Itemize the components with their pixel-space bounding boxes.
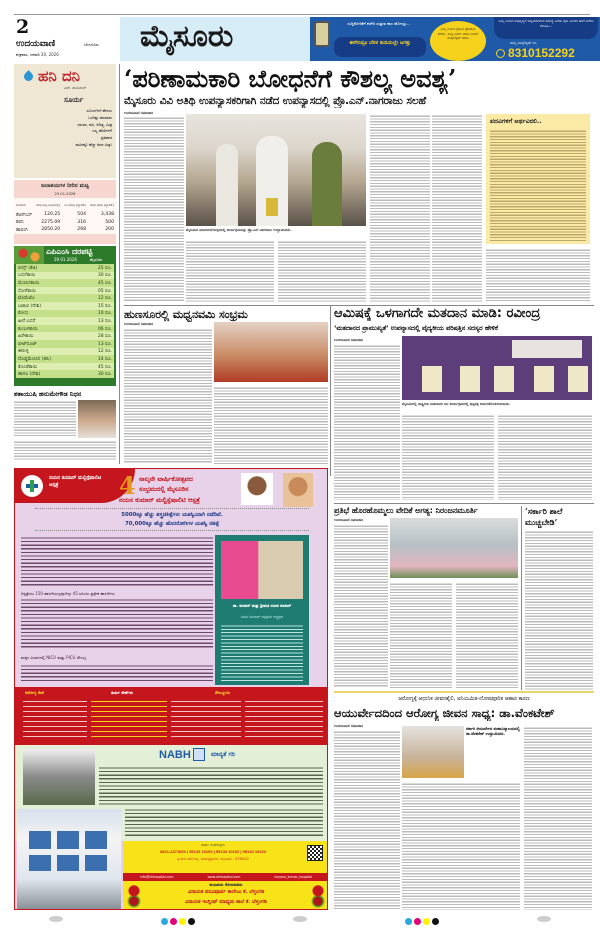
commodity-name: ಬಟಾಣಿ (ದೇಶಿ) — [18, 303, 42, 309]
apmc-row — [16, 332, 114, 340]
story2-photo — [214, 322, 328, 382]
lead-body-col2 — [186, 240, 274, 302]
doctor-text — [221, 623, 303, 681]
story6-headline: ಆಯುರ್ವೇದದಿಂದ ಆರೋಗ್ಯ ಜೀವನ ಸಾಧ್ಯ: ಡಾ.ವೆಂಕಟೇಶ್ — [334, 706, 555, 720]
story2-body-col2 — [214, 386, 328, 464]
greeting-line2: ವಿನಾಯಕ ಇಂಗ್ಲೀಷ್ ಮಾಧ್ಯಮ ಶಾಲೆ ಕೆ. ಬೆಳ್ತಂಗಡಿ — [185, 899, 267, 905]
commodity-name: ತೊಂಡೆಕಾಯಿ — [18, 364, 38, 370]
vegetables-image — [14, 246, 44, 264]
greeting-title: ಶುಭಾಶಯ ಕೋರುವವರು — [209, 882, 243, 887]
lamp — [266, 198, 278, 216]
reservoir-inflow: 316 — [77, 219, 87, 225]
apmc-date: 29.01.2026 — [54, 257, 77, 262]
apmc-row — [16, 287, 114, 295]
registration-oval — [537, 916, 551, 922]
apmc-row — [16, 264, 114, 272]
story4-body-col1 — [334, 524, 388, 688]
services-col3 — [171, 697, 241, 741]
page-number: 2 — [16, 16, 30, 38]
ad-divider — [35, 508, 309, 509]
apmc-title: ಎಪಿಎಂಸಿ ದರಪಟ್ಟಿ — [46, 247, 93, 256]
lead-photo-caption: ಮೈಸೂರಿನ ಮಾನಸಗಂಗೋತ್ರಿಯಲ್ಲಿ ಕಾರ್ಯಕ್ರಮವನ್ನು ಪ್ರೊ.ಎನ್.ನಾಗರಾಜು ಉದ್ಘಾಟಿಸಿದರು. — [186, 228, 292, 232]
column-divider — [521, 506, 522, 690]
poster — [460, 366, 480, 392]
flower-icon — [311, 883, 325, 909]
apmc-place: ಮೈಸೂರು — [90, 257, 103, 262]
lead-body-col4 — [370, 114, 430, 302]
cmyk-dots — [160, 910, 196, 929]
issue-date: ಶುಕ್ರವಾರ, ಜನವರಿ 30, 2026 — [16, 52, 59, 57]
ad-cta: ಈಗೇನಿದ್ರೂ ಬೆರಳ ತುದಿಯಲ್ಲೇ ಜಗತ್ತು — [334, 37, 426, 57]
person — [216, 144, 238, 226]
commodity-price: 14 ರೂ. — [97, 356, 112, 362]
story6-body-col1 — [334, 730, 400, 910]
ad-body-1 — [21, 535, 213, 587]
story4-headline: ಪ್ರತಿಭೆ ಹೊರಹೊಮ್ಮಲು ವೇದಿಕೆ ಅಗತ್ಯ: ನಿರಂಜನಮೂರ್ತಿ — [334, 506, 478, 515]
services-col1 — [23, 697, 87, 741]
whatsapp-news-ad[interactable] — [310, 17, 600, 61]
section-title: ಮೈಸೂರು — [140, 19, 234, 54]
poem-line: ಛಾಯಾ, ಪವಿ, ಅದಿತ್ಯ, ಮಿತ್ರ — [77, 121, 112, 127]
apmc-row — [16, 279, 114, 287]
lead-body-col5 — [432, 114, 482, 302]
story3-headline: ಆಮಿಷಕ್ಕೆ ಒಳಗಾಗದೇ ಮತದಾನ ಮಾಡಿ: ರವೀಂದ್ರ — [334, 306, 541, 321]
commodity-name: ಟೊಮೆಟೊ — [18, 296, 35, 302]
poem-line: ಪ್ರತಿವಾದ — [101, 135, 112, 141]
poem-title: ಸೂರ್ಯ — [64, 96, 84, 104]
doctor-panel — [215, 535, 309, 685]
ad-body-highlight: ಆಸ್ಪತ್ರೆಯು 150 ಹಾಸಿಗೆಯುಳ್ಳದ್ದಾಗಿದ್ದು 45 ಐಸಿಯು ಪ್ರತ್ಯೇಕ ಹಾಸಿಗೆಗಳು — [21, 591, 115, 596]
services-col2 — [91, 697, 167, 741]
commodity-price: 15 ರೂ. — [97, 303, 112, 309]
reservoir-level: 120.25 — [44, 212, 61, 218]
paper-name: ಉದಯವಾಣಿ — [16, 39, 56, 49]
column-divider — [119, 64, 120, 464]
poster — [422, 366, 442, 392]
apmc-row — [16, 317, 114, 325]
greetings-section — [123, 881, 328, 910]
divider-yellow — [334, 691, 594, 693]
commodity-price: 45 ರೂ. — [97, 364, 112, 370]
story2-body-col1 — [124, 328, 212, 464]
apmc-row — [16, 325, 114, 333]
column-divider — [330, 306, 331, 476]
story2-byline: ಉದಯವಾಣಿ ಸಮಾಚಾರ — [124, 322, 154, 326]
story4-body-col3 — [456, 582, 518, 688]
greeting-line1: ವಿನಾಯಕ ಪದವಿಪೂರ್ವ ಕಾಲೇಜು ಕೆ. ಬೆಳ್ತಂಗಡಿ — [187, 889, 265, 895]
poem-line: ಒಂದಿಷ್ಟು ಹಲವಾರು — [87, 114, 112, 120]
commodity-price: 30 ರೂ. — [97, 372, 112, 378]
commodity-price: 12 ರೂ. — [97, 296, 112, 302]
poem-line: ಎಲ್ಲ ಹೆಸರಿಗಳಿಗೆ — [92, 128, 112, 134]
website-link[interactable]: www.nkhospital.com — [207, 875, 241, 879]
nabh-body-2 — [125, 807, 323, 837]
reservoir-row — [14, 226, 116, 234]
commodity-name: ದೊಡ್ಡಮೆಣಸಿನ (ಹಸಿ) — [18, 356, 51, 362]
poem-line: ಸೂರ್ಯನಿಗೆ ಹೇರಲು — [86, 108, 112, 113]
services-col3-title: ಸೌಲಭ್ಯಗಳು — [215, 690, 231, 695]
commodity-price: 10 ರೂ. — [97, 311, 112, 317]
masthead — [14, 14, 594, 60]
apmc-row — [16, 363, 114, 371]
commodity-price: 25 ರೂ. — [97, 265, 112, 271]
services-col4 — [245, 697, 323, 741]
obituary-text-cont — [14, 440, 116, 460]
lead-body-col1 — [124, 116, 184, 302]
whatsapp-label: ಹಮ್ಮ ವಾಟ್ಸ್ಆ್ಯಪ್ ನಂ. — [510, 41, 538, 45]
lead-byline: ಉದಯವಾಣಿ ಸಮಾಚಾರ — [124, 111, 154, 115]
reservoir-row — [14, 211, 116, 219]
anniversary-number: 4 — [119, 471, 136, 500]
obituary-text — [14, 400, 76, 436]
commodity-price: 13 ರೂ. — [97, 341, 112, 347]
sidebar-after-text — [486, 248, 590, 302]
phone-hand-icon — [314, 21, 330, 47]
commodity-price: 45 ರೂ. — [97, 280, 112, 286]
contact-phones[interactable]: 0821-2371000 | 95133 19100 | 95133 10102 | 95133 19103 — [160, 849, 266, 854]
reservoir-table — [14, 180, 116, 244]
lead-body-col3 — [278, 240, 366, 302]
doctor-role: ನಯನ ಕುಮಾರ್ ಆಸ್ಪತ್ರೆಯ ಅಧ್ಯಕ್ಷರು — [240, 615, 284, 619]
poem-body — [32, 108, 112, 149]
story6-body-col3 — [524, 726, 592, 910]
reservoir-title: ಜಲಾಶಯಗಳ ನೀರಿನ ಮಟ್ಟ — [41, 183, 89, 189]
reservoir-outflow: 500 — [105, 219, 114, 225]
nabh-text: ಮಾನ್ಯತೆ ಗರಿ — [211, 751, 235, 758]
banner — [512, 340, 582, 358]
lead-photo — [186, 114, 366, 226]
drop-icon — [22, 70, 35, 83]
apmc-price-list — [14, 246, 116, 386]
hospital-building-photo — [17, 809, 121, 909]
apmc-row — [16, 370, 114, 378]
reservoir-outflow: 3,438 — [100, 212, 114, 218]
story3-photo — [402, 336, 592, 400]
column-logo: ಹನಿ ದನಿ — [38, 67, 80, 85]
reservoir-name: ಕಬಿನಿ — [16, 220, 24, 226]
story6-body-col2 — [402, 782, 520, 910]
ad-right-text: ನಿಮ್ಮ ಊರಿನ ಅಭಿವೃದ್ಧಿಗೆ ಅಡ್ಡಿಯಾಗಿರುವ ಸಮಸ್ಯೆ ಎರಡು ಪುಟ ಮೀರದ ಹಾಗೆ ಬರೆದು ಕಳುಹಿಸಿ... — [494, 17, 598, 39]
contact-title: ತುರ್ತು ಸಂಪರ್ಕಕ್ಕಾಗಿ — [201, 843, 225, 847]
obituary-photo — [78, 400, 116, 438]
story2-headline: ಹುಣಸೂರಲ್ಲಿ ಮಧ್ವನವಮಿ ಸಂಭ್ರಮ — [124, 308, 248, 321]
anniversary-line2: ಸಂಭ್ರಮದಲ್ಲಿ ಮೈಸೂರಿನ — [139, 485, 189, 493]
cmyk-dots — [404, 910, 440, 929]
commodity-name: ಸೋರೆಕಾಯಿ — [18, 288, 37, 294]
contact-address: ಕೃ.ರಾಜ ನಗರ ರಸ್ತೆ, ರಾಮಕೃಷ್ಣನಗರ, ಮೈಸೂರು - 570022 — [177, 857, 249, 861]
reservoir-outflow: 200 — [105, 227, 114, 233]
apmc-row — [16, 302, 114, 310]
ad-divider — [35, 530, 309, 531]
commodity-name: ಬೀಟ್‌ರೂಟ್ — [18, 341, 37, 347]
commodity-name: ಕುಂಬಳಕಾಯಿ — [18, 326, 38, 332]
reservoir-inflow: 504 — [77, 212, 87, 218]
ad-bubble: ನಿಮ್ಮ ಊರಿನ ಕ್ರಮದ ಫೋಟೋ ತೆಗೆದು, ಸುದ್ದಿ ಬರ್ದ್ ಮಾಡಿ ನಮಗೆ ವಾಟ್ಸ್ಆ್ಯಪ್ ಮಾಡಿ — [430, 21, 486, 61]
commodity-name: ಹಿರೇಕಾಯಿ — [18, 334, 34, 340]
hospital-logo-name: ನಯನ ಕುಮಾರ್ ಮಲ್ಟಿಸ್ಪೆಷಾಲಿಟಿ ಆಸ್ಪತ್ರೆ — [49, 475, 102, 488]
obituary-title: ಶತಾಯುಷಿ ಹನುಮೇಗೌಡ ನಿಧನ — [14, 390, 82, 398]
person — [312, 142, 342, 226]
commodity-price: 05 ರೂ. — [97, 288, 112, 294]
commodity-name: ಹಾಗಲ (ದೇಶಿ) — [18, 372, 41, 378]
commodity-name: ಬೀನ್ಸ್ (ಕೆಜಿ) — [18, 265, 38, 271]
story3-photo-caption: ಮೈಸೂರಿನಲ್ಲಿ ರಾಷ್ಟ್ರೀಯ ಮತದಾರರ ದಿನ ಕಾರ್ಯಕ್ರಮದಲ್ಲಿ ಭಿತ್ತಿಪತ್ರ ಬಿಡುಗಡೆಗೊಳಿಸಲಾಯಿತು. — [402, 402, 511, 406]
nabh-badge-icon — [193, 748, 205, 761]
ad-body-3 — [21, 663, 213, 681]
sidebar-title: ಪದವಿಗಳಿಗೆ ಅರ್ಥವಿರಲಿ.. — [490, 118, 542, 125]
column-author: ಎಚ್. ಡುಂಡಿರಾಜ್ — [64, 86, 87, 90]
divider — [334, 503, 594, 504]
commodity-price: 13 ರೂ. — [97, 318, 112, 324]
reservoir-header: ಒಳ ಹರಿವು (ಕ್ಯೂಸೆಕ್) — [64, 202, 86, 207]
commodity-price: 28 ರೂ. — [97, 334, 112, 340]
story6-kicker: ಆರೋಗ್ಯಕ್ಕೆ ಆಧುನಿಕ ಜೀವನಶೈಲಿ, ಅನಿಯಮಿತ-ದೋಷಪೂರಿತ ಆಹಾರ ಕಾರಣ — [398, 696, 530, 702]
qr-code-icon[interactable] — [307, 845, 323, 861]
edition-label: ಬೆಂಗಳೂರು — [84, 42, 99, 47]
reservoir-level: 2850.20 — [41, 227, 61, 233]
commodity-price: 06 ರೂ. — [97, 326, 112, 332]
sidebar-box — [486, 114, 590, 244]
social-link[interactable]: nayana_kumar_hospital — [274, 875, 313, 879]
reservoir-name: ಹಾರಂಗಿ — [16, 227, 28, 233]
story6-byline: ಉದಯವಾಣಿ ಸಮಾಚಾರ — [334, 724, 364, 728]
ad-line1: ಸುದ್ದಿಕೋರಿಕೆಗೆ ಕಚೇರಿ ಸುತ್ತುವ ಕಾಲ ಹೋಯ್ತು... — [347, 21, 411, 26]
commodity-name: ಈರುಳ್ಳಿ — [18, 349, 29, 355]
email-link[interactable]: info@nkhospital.com — [139, 875, 174, 879]
commodity-name: ಮೆಣಸಿನಕಾಯಿ — [18, 280, 40, 286]
poster — [568, 366, 588, 392]
story4-body-col2 — [390, 582, 452, 688]
lead-headline: ‘ಪರಿಣಾಮಕಾರಿ ಬೋಧನೆಗೆ ಕೌಶಲ್ಯ ಅವಶ್ಯ’ — [124, 64, 457, 93]
reservoir-header-row — [14, 198, 116, 211]
poster — [534, 366, 554, 392]
apmc-row — [16, 272, 114, 280]
story5-body — [525, 530, 593, 690]
apmc-row — [16, 294, 114, 302]
registration-oval — [49, 916, 63, 922]
story3-body-col2 — [402, 414, 494, 500]
hospital-cross-icon — [21, 475, 43, 497]
story3-body-col1 — [334, 344, 400, 500]
column-box — [14, 64, 116, 178]
reservoir-header: ಗರಿಷ್ಠ ಮಟ್ಟ (ಅಡಿಗಳಲ್ಲಿ) — [36, 202, 61, 207]
story3-byline: ಉದಯವಾಣಿ ಸಮಾಚಾರ — [334, 338, 364, 342]
apmc-row — [16, 340, 114, 348]
swamiji-photo — [283, 473, 313, 507]
sidebar-body — [490, 129, 586, 241]
story6-photo-caption: ಸರ್ಕಾರಿ ಆಯುರ್ವೇದ ಮಹಾವಿದ್ಯಾಲಯದಲ್ಲಿ ಡಾ.ವೆಂಕಟೇಶ್ ಉದ್ಘಾಟಿಸಿದರು. — [466, 726, 520, 737]
founder-photo — [241, 473, 273, 505]
lead-subheadline: ಮೈಸೂರು ವಿವಿ ಅತಿಥಿ ಉಪನ್ಯಾಸಕರಿಗಾಗಿ ನಡೆದ ಉಪನ್ಯಾಸದಲ್ಲಿ ಪ್ರೊ.ಎನ್.ನಾಗರಾಜು ಸಲಹೆ — [124, 95, 427, 107]
nicu-line: ಮಕ್ಕಳ ವಿಭಾಗದಲ್ಲಿ NICU ಮತ್ತು PICU ಸೌಲಭ್ಯ — [21, 655, 87, 660]
reservoir-row — [14, 219, 116, 227]
stat-outpatients: 70,000ಕ್ಕೂ ಹೆಚ್ಚು ಹೊರರೋಗಿಗಳ ಯಶಸ್ವಿ ಚಿಕಿತ್ಸೆ — [125, 521, 219, 527]
story4-photo — [390, 518, 518, 578]
registration-oval — [293, 916, 307, 922]
contact-links — [123, 873, 328, 881]
commodity-name: ಹೀರೆ ಬದನೆ — [18, 318, 36, 324]
reservoir-date: 29-01-2026 — [54, 192, 76, 196]
section-banner — [120, 17, 310, 61]
poster — [494, 366, 514, 392]
services-col2-title: ತುರ್ತು ಸೇವೆಗಳು — [111, 690, 134, 695]
print-registration-marks — [0, 912, 600, 926]
story6-photo — [402, 726, 464, 778]
reservoir-level: 2275.09 — [41, 219, 61, 225]
commodity-name: ಬದನೆಕಾಯಿ — [18, 273, 36, 279]
whatsapp-icon — [496, 49, 505, 58]
story3-body-col3 — [498, 414, 592, 500]
commodity-price: 12 ರೂ. — [97, 349, 112, 355]
anniversary-line1: ನಾಲ್ಕನೇ ವಾರ್ಷಿಕೋತ್ಸವದ — [139, 475, 193, 483]
apmc-table — [16, 264, 114, 378]
story4-byline: ಉದಯವಾಣಿ ಸಮಾಚಾರ — [334, 518, 364, 522]
story3-subheadline: ‘ಮತದಾನದ ಪ್ರಾಮುಖ್ಯತೆ’ ಉಪನ್ಯಾಸದಲ್ಲಿ ವೈದ್ಯಕೀಯ ಪರಿಷತ್ತಿನ ಸದಸ್ಯರ ಹೇಳಿಕೆ — [334, 324, 499, 332]
ad-body-2 — [21, 597, 213, 649]
apmc-row — [16, 355, 114, 363]
reservoir-header: ಹೊರ ಹರಿವು (ಕ್ಯೂಸೆಕ್) — [90, 202, 114, 207]
reservoir-name: ಕೆಆರ್‌ಎಸ್ — [16, 212, 33, 218]
ad-phone-number[interactable]: 8310152292 — [508, 46, 575, 60]
services-col1-title: ಆರೋಗ್ಯ ಸೇವೆ — [25, 690, 44, 695]
story5-headline: ‘ಸರ್ಕಾರಿ ಶಾಲೆ ಮುಚ್ಚಬೇಡಿ’ — [525, 506, 563, 527]
commodity-name: ಕೋಸು — [18, 311, 29, 317]
poem-line: ಸಾವಿರಕ್ಕೂ ಹೆಚ್ಚು ಕಿರಣ ಮಿತ್ರ! — [75, 141, 112, 147]
doctor-caption: ಡಾ. ಕುಮಾರ್ ಮತ್ತು ಶ್ರೀಮತಿ ನಯನ ಕುಮಾರ್ — [232, 603, 292, 608]
apmc-row — [16, 310, 114, 318]
reservoir-header: ಜಲಾಶಯ — [16, 202, 26, 207]
reservoir-inflow: 268 — [77, 227, 87, 233]
services-strip — [15, 687, 328, 745]
nabh-photo — [23, 749, 95, 805]
nabh-label: NABH — [159, 749, 191, 761]
nabh-body — [99, 765, 323, 805]
hospital-ad[interactable] — [14, 468, 328, 910]
contact-section — [123, 841, 328, 873]
stat-surgeries: 5000ಕ್ಕೂ ಹೆಚ್ಚು ಶಸ್ತ್ರಚಿಕಿತ್ಸೆಗಳು ಯಶಸ್ವಿಯಾಗಿ ನಡೆದಿವೆ. — [121, 512, 223, 518]
commodity-price: 30 ರೂ. — [97, 273, 112, 279]
apmc-row — [16, 348, 114, 356]
anniversary-line3: ನಯನ ಕುಮಾರ್ ಮಲ್ಟಿಸ್ಪೆಷಾಲಿಟಿ ಆಸ್ಪತ್ರೆ — [119, 496, 200, 504]
doctor-couple-photo — [221, 541, 303, 599]
